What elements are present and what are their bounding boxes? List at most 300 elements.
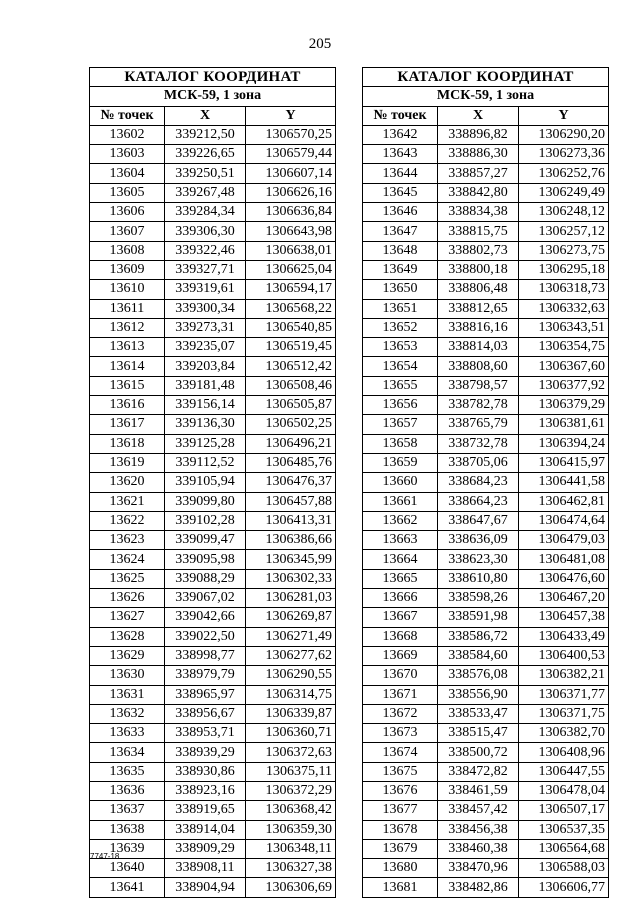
x-coordinate-cell: 338457,42	[438, 801, 519, 820]
x-coordinate-cell: 338956,67	[165, 704, 246, 723]
point-number-cell: 13610	[90, 280, 165, 299]
point-number-cell: 13642	[363, 125, 438, 144]
table-row	[90, 318, 336, 337]
x-coordinate-cell: 338919,65	[165, 801, 246, 820]
table-row	[90, 608, 336, 627]
y-coordinate-cell: 1306579,44	[246, 145, 336, 164]
x-coordinate-cell: 339226,65	[165, 145, 246, 164]
table-row	[363, 145, 609, 164]
table-row	[90, 415, 336, 434]
y-coordinate-cell: 1306290,20	[519, 125, 609, 144]
table-row	[90, 453, 336, 472]
point-number-cell: 13656	[363, 396, 438, 415]
y-coordinate-cell: 1306507,17	[519, 801, 609, 820]
point-number-cell: 13639	[90, 839, 165, 858]
table-row	[363, 569, 609, 588]
x-coordinate-cell: 339022,50	[165, 627, 246, 646]
x-coordinate-cell: 338684,23	[438, 473, 519, 492]
y-coordinate-cell: 1306636,84	[246, 203, 336, 222]
table-row	[90, 376, 336, 395]
point-number-cell: 13609	[90, 260, 165, 279]
x-coordinate-cell: 338800,18	[438, 260, 519, 279]
x-coordinate-cell: 338472,82	[438, 762, 519, 781]
y-coordinate-cell: 1306359,30	[246, 820, 336, 839]
table-row	[90, 299, 336, 318]
table-row	[363, 704, 609, 723]
point-number-cell: 13674	[363, 743, 438, 762]
y-coordinate-cell: 1306512,42	[246, 357, 336, 376]
table-row	[363, 511, 609, 530]
point-number-cell: 13603	[90, 145, 165, 164]
point-number-cell: 13645	[363, 183, 438, 202]
x-coordinate-cell: 338798,57	[438, 376, 519, 395]
table-row	[90, 203, 336, 222]
table-row	[363, 492, 609, 511]
point-number-cell: 13621	[90, 492, 165, 511]
x-coordinate-cell: 338939,29	[165, 743, 246, 762]
page-number: 205	[308, 36, 332, 52]
table-row	[90, 338, 336, 357]
y-coordinate-cell: 1306588,03	[519, 859, 609, 878]
y-coordinate-cell: 1306314,75	[246, 685, 336, 704]
point-number-cell: 13667	[363, 608, 438, 627]
y-coordinate-cell: 1306474,64	[519, 511, 609, 530]
x-coordinate-cell: 338647,67	[438, 511, 519, 530]
y-coordinate-cell: 1306360,71	[246, 724, 336, 743]
point-number-cell: 13607	[90, 222, 165, 241]
table-row	[90, 801, 336, 820]
point-number-cell: 13654	[363, 357, 438, 376]
y-coordinate-cell: 1306457,38	[519, 608, 609, 627]
y-coordinate-cell: 1306277,62	[246, 646, 336, 665]
point-number-cell: 13664	[363, 550, 438, 569]
point-number-cell: 13627	[90, 608, 165, 627]
table-row	[90, 646, 336, 665]
point-number-cell: 13647	[363, 222, 438, 241]
table-row	[363, 280, 609, 299]
x-coordinate-cell: 338482,86	[438, 878, 519, 897]
x-coordinate-cell: 338842,80	[438, 183, 519, 202]
x-coordinate-cell: 338461,59	[438, 781, 519, 800]
x-coordinate-cell: 339156,14	[165, 396, 246, 415]
y-coordinate-cell: 1306481,08	[519, 550, 609, 569]
y-coordinate-cell: 1306327,38	[246, 859, 336, 878]
point-number-cell: 13658	[363, 434, 438, 453]
point-number-cell: 13628	[90, 627, 165, 646]
x-coordinate-cell: 338584,60	[438, 646, 519, 665]
y-coordinate-cell: 1306372,63	[246, 743, 336, 762]
table-row	[90, 820, 336, 839]
x-coordinate-cell: 339322,46	[165, 241, 246, 260]
table-row	[90, 434, 336, 453]
y-coordinate-cell: 1306379,29	[519, 396, 609, 415]
table-row	[90, 260, 336, 279]
y-coordinate-cell: 1306290,55	[246, 666, 336, 685]
point-number-cell: 13620	[90, 473, 165, 492]
table-row	[363, 241, 609, 260]
x-coordinate-cell: 339042,66	[165, 608, 246, 627]
y-coordinate-cell: 1306400,53	[519, 646, 609, 665]
table-body	[90, 125, 336, 897]
column-header-point-number: № точек	[90, 106, 165, 125]
x-coordinate-cell: 339067,02	[165, 589, 246, 608]
y-coordinate-cell: 1306519,45	[246, 338, 336, 357]
table-row	[363, 820, 609, 839]
x-coordinate-cell: 339327,71	[165, 260, 246, 279]
point-number-cell: 13605	[90, 183, 165, 202]
x-coordinate-cell: 338909,29	[165, 839, 246, 858]
point-number-cell: 13608	[90, 241, 165, 260]
y-coordinate-cell: 1306643,98	[246, 222, 336, 241]
x-coordinate-cell: 339136,30	[165, 415, 246, 434]
point-number-cell: 13635	[90, 762, 165, 781]
point-number-cell: 13679	[363, 839, 438, 858]
catalog-title: КАТАЛОГ КООРДИНАТ	[90, 68, 336, 87]
point-number-cell: 13666	[363, 589, 438, 608]
y-coordinate-cell: 1306271,49	[246, 627, 336, 646]
table-row	[363, 222, 609, 241]
point-number-cell: 13663	[363, 531, 438, 550]
x-coordinate-cell: 339112,52	[165, 453, 246, 472]
column-header-y: Y	[519, 106, 609, 125]
x-coordinate-cell: 338586,72	[438, 627, 519, 646]
y-coordinate-cell: 1306332,63	[519, 299, 609, 318]
point-number-cell: 13672	[363, 704, 438, 723]
table-row	[363, 473, 609, 492]
y-coordinate-cell: 1306318,73	[519, 280, 609, 299]
point-number-cell: 13659	[363, 453, 438, 472]
x-coordinate-cell: 338598,26	[438, 589, 519, 608]
table-row	[90, 357, 336, 376]
column-header-point-number: № точек	[363, 106, 438, 125]
y-coordinate-cell: 1306345,99	[246, 550, 336, 569]
point-number-cell: 13630	[90, 666, 165, 685]
table-row	[363, 666, 609, 685]
x-coordinate-cell: 338765,79	[438, 415, 519, 434]
column-header-y: Y	[246, 106, 336, 125]
x-coordinate-cell: 339125,28	[165, 434, 246, 453]
point-number-cell: 13677	[363, 801, 438, 820]
x-coordinate-cell: 339267,48	[165, 183, 246, 202]
x-coordinate-cell: 338953,71	[165, 724, 246, 743]
point-number-cell: 13680	[363, 859, 438, 878]
point-number-cell: 13625	[90, 569, 165, 588]
table-row	[363, 203, 609, 222]
point-number-cell: 13648	[363, 241, 438, 260]
point-number-cell: 13629	[90, 646, 165, 665]
table-row	[363, 531, 609, 550]
y-coordinate-cell: 1306249,49	[519, 183, 609, 202]
y-coordinate-cell: 1306467,20	[519, 589, 609, 608]
point-number-cell: 13623	[90, 531, 165, 550]
x-coordinate-cell: 338610,80	[438, 569, 519, 588]
table-row	[363, 589, 609, 608]
table-row	[90, 704, 336, 723]
table-row	[363, 801, 609, 820]
y-coordinate-cell: 1306413,31	[246, 511, 336, 530]
table-row	[363, 260, 609, 279]
x-coordinate-cell: 338515,47	[438, 724, 519, 743]
y-coordinate-cell: 1306371,75	[519, 704, 609, 723]
y-coordinate-cell: 1306564,68	[519, 839, 609, 858]
table-row	[363, 415, 609, 434]
x-coordinate-cell: 339203,84	[165, 357, 246, 376]
table-row	[90, 839, 336, 858]
point-number-cell: 13616	[90, 396, 165, 415]
table-row	[90, 685, 336, 704]
x-coordinate-cell: 338556,90	[438, 685, 519, 704]
point-number-cell: 13641	[90, 878, 165, 897]
x-coordinate-cell: 338896,82	[438, 125, 519, 144]
point-number-cell: 13637	[90, 801, 165, 820]
point-number-cell: 13675	[363, 762, 438, 781]
y-coordinate-cell: 1306502,25	[246, 415, 336, 434]
table-row	[90, 280, 336, 299]
x-coordinate-cell: 338908,11	[165, 859, 246, 878]
table-row	[363, 125, 609, 144]
y-coordinate-cell: 1306252,76	[519, 164, 609, 183]
y-coordinate-cell: 1306306,69	[246, 878, 336, 897]
point-number-cell: 13619	[90, 453, 165, 472]
x-coordinate-cell: 339088,29	[165, 569, 246, 588]
x-coordinate-cell: 338965,97	[165, 685, 246, 704]
y-coordinate-cell: 1306354,75	[519, 338, 609, 357]
table-row	[363, 434, 609, 453]
point-number-cell: 13643	[363, 145, 438, 164]
table-row	[90, 396, 336, 415]
y-coordinate-cell: 1306606,77	[519, 878, 609, 897]
y-coordinate-cell: 1306447,55	[519, 762, 609, 781]
x-coordinate-cell: 338802,73	[438, 241, 519, 260]
table-row	[90, 145, 336, 164]
x-coordinate-cell: 338914,04	[165, 820, 246, 839]
point-number-cell: 13634	[90, 743, 165, 762]
y-coordinate-cell: 1306594,17	[246, 280, 336, 299]
y-coordinate-cell: 1306478,04	[519, 781, 609, 800]
x-coordinate-cell: 338998,77	[165, 646, 246, 665]
x-coordinate-cell: 338623,30	[438, 550, 519, 569]
x-coordinate-cell: 339102,28	[165, 511, 246, 530]
point-number-cell: 13651	[363, 299, 438, 318]
point-number-cell: 13660	[363, 473, 438, 492]
table-row	[363, 724, 609, 743]
table-row	[363, 453, 609, 472]
x-coordinate-cell: 339300,34	[165, 299, 246, 318]
coordinate-catalog-table-right	[362, 67, 609, 898]
point-number-cell: 13661	[363, 492, 438, 511]
table-row	[90, 724, 336, 743]
y-coordinate-cell: 1306540,85	[246, 318, 336, 337]
table-row	[90, 125, 336, 144]
table-row	[363, 839, 609, 858]
y-coordinate-cell: 1306485,76	[246, 453, 336, 472]
point-number-cell: 13615	[90, 376, 165, 395]
x-coordinate-cell: 338904,94	[165, 878, 246, 897]
point-number-cell: 13613	[90, 338, 165, 357]
y-coordinate-cell: 1306638,01	[246, 241, 336, 260]
x-coordinate-cell: 338456,38	[438, 820, 519, 839]
x-coordinate-cell: 339284,34	[165, 203, 246, 222]
y-coordinate-cell: 1306415,97	[519, 453, 609, 472]
table-row	[363, 878, 609, 897]
x-coordinate-cell: 339306,30	[165, 222, 246, 241]
x-coordinate-cell: 339099,80	[165, 492, 246, 511]
x-coordinate-cell: 338814,03	[438, 338, 519, 357]
point-number-cell: 13617	[90, 415, 165, 434]
point-number-cell: 13665	[363, 569, 438, 588]
x-coordinate-cell: 339319,61	[165, 280, 246, 299]
catalog-subtitle: МСК-59, 1 зона	[363, 87, 609, 106]
x-coordinate-cell: 338886,30	[438, 145, 519, 164]
x-coordinate-cell: 339212,50	[165, 125, 246, 144]
point-number-cell: 13626	[90, 589, 165, 608]
table-row	[363, 627, 609, 646]
point-number-cell: 13669	[363, 646, 438, 665]
x-coordinate-cell: 338500,72	[438, 743, 519, 762]
point-number-cell: 13644	[363, 164, 438, 183]
point-number-cell: 13646	[363, 203, 438, 222]
table-row	[90, 666, 336, 685]
table-row	[90, 627, 336, 646]
point-number-cell: 13678	[363, 820, 438, 839]
point-number-cell: 13606	[90, 203, 165, 222]
x-coordinate-cell: 338782,78	[438, 396, 519, 415]
table-row	[363, 762, 609, 781]
table-row	[90, 878, 336, 897]
table-row	[363, 299, 609, 318]
table-row	[90, 550, 336, 569]
y-coordinate-cell: 1306508,46	[246, 376, 336, 395]
y-coordinate-cell: 1306371,77	[519, 685, 609, 704]
table-body	[363, 125, 609, 897]
point-number-cell: 13632	[90, 704, 165, 723]
y-coordinate-cell: 1306257,12	[519, 222, 609, 241]
x-coordinate-cell: 338705,06	[438, 453, 519, 472]
x-coordinate-cell: 338664,23	[438, 492, 519, 511]
x-coordinate-cell: 338812,65	[438, 299, 519, 318]
point-number-cell: 13604	[90, 164, 165, 183]
x-coordinate-cell: 339099,47	[165, 531, 246, 550]
point-number-cell: 13653	[363, 338, 438, 357]
point-number-cell: 13636	[90, 781, 165, 800]
x-coordinate-cell: 338460,38	[438, 839, 519, 858]
point-number-cell: 13670	[363, 666, 438, 685]
table-row	[363, 859, 609, 878]
point-number-cell: 13618	[90, 434, 165, 453]
y-coordinate-cell: 1306394,24	[519, 434, 609, 453]
table-row	[90, 859, 336, 878]
point-number-cell: 13638	[90, 820, 165, 839]
y-coordinate-cell: 1306273,75	[519, 241, 609, 260]
point-number-cell: 13602	[90, 125, 165, 144]
table-row	[363, 396, 609, 415]
table-row	[90, 241, 336, 260]
y-coordinate-cell: 1306281,03	[246, 589, 336, 608]
x-coordinate-cell: 338806,48	[438, 280, 519, 299]
x-coordinate-cell: 339273,31	[165, 318, 246, 337]
x-coordinate-cell: 339250,51	[165, 164, 246, 183]
table-row	[363, 781, 609, 800]
point-number-cell: 13650	[363, 280, 438, 299]
point-number-cell: 13633	[90, 724, 165, 743]
y-coordinate-cell: 1306505,87	[246, 396, 336, 415]
table-row	[90, 511, 336, 530]
y-coordinate-cell: 1306408,96	[519, 743, 609, 762]
y-coordinate-cell: 1306476,60	[519, 569, 609, 588]
y-coordinate-cell: 1306462,81	[519, 492, 609, 511]
point-number-cell: 13655	[363, 376, 438, 395]
point-number-cell: 13622	[90, 511, 165, 530]
y-coordinate-cell: 1306382,70	[519, 724, 609, 743]
y-coordinate-cell: 1306537,35	[519, 820, 609, 839]
table-row	[90, 569, 336, 588]
y-coordinate-cell: 1306348,11	[246, 839, 336, 858]
point-number-cell: 13612	[90, 318, 165, 337]
x-coordinate-cell: 338533,47	[438, 704, 519, 723]
point-number-cell: 13676	[363, 781, 438, 800]
point-number-cell: 13681	[363, 878, 438, 897]
y-coordinate-cell: 1306375,11	[246, 762, 336, 781]
x-coordinate-cell: 339105,94	[165, 473, 246, 492]
y-coordinate-cell: 1306269,87	[246, 608, 336, 627]
point-number-cell: 13662	[363, 511, 438, 530]
y-coordinate-cell: 1306382,21	[519, 666, 609, 685]
table-row	[90, 589, 336, 608]
table-row	[90, 531, 336, 550]
y-coordinate-cell: 1306367,60	[519, 357, 609, 376]
x-coordinate-cell: 339235,07	[165, 338, 246, 357]
x-coordinate-cell: 338576,08	[438, 666, 519, 685]
table-row	[90, 183, 336, 202]
catalog-title: КАТАЛОГ КООРДИНАТ	[363, 68, 609, 87]
point-number-cell: 13657	[363, 415, 438, 434]
column-header-x: X	[438, 106, 519, 125]
table-row	[90, 781, 336, 800]
y-coordinate-cell: 1306570,25	[246, 125, 336, 144]
point-number-cell: 13640	[90, 859, 165, 878]
y-coordinate-cell: 1306479,03	[519, 531, 609, 550]
y-coordinate-cell: 1306441,58	[519, 473, 609, 492]
table-row	[363, 183, 609, 202]
point-number-cell: 13624	[90, 550, 165, 569]
y-coordinate-cell: 1306386,66	[246, 531, 336, 550]
x-coordinate-cell: 338808,60	[438, 357, 519, 376]
x-coordinate-cell: 338815,75	[438, 222, 519, 241]
table-row	[363, 646, 609, 665]
point-number-cell: 13614	[90, 357, 165, 376]
table-row	[90, 473, 336, 492]
x-coordinate-cell: 338979,79	[165, 666, 246, 685]
y-coordinate-cell: 1306368,42	[246, 801, 336, 820]
x-coordinate-cell: 338923,16	[165, 781, 246, 800]
y-coordinate-cell: 1306433,49	[519, 627, 609, 646]
table-row	[90, 164, 336, 183]
point-number-cell: 13611	[90, 299, 165, 318]
table-row	[363, 376, 609, 395]
x-coordinate-cell: 338636,09	[438, 531, 519, 550]
point-number-cell: 13652	[363, 318, 438, 337]
table-row	[363, 743, 609, 762]
x-coordinate-cell: 338732,78	[438, 434, 519, 453]
column-header-x: X	[165, 106, 246, 125]
table-row	[363, 318, 609, 337]
y-coordinate-cell: 1306476,37	[246, 473, 336, 492]
table-row	[90, 222, 336, 241]
x-coordinate-cell: 338930,86	[165, 762, 246, 781]
x-coordinate-cell: 339095,98	[165, 550, 246, 569]
y-coordinate-cell: 1306372,29	[246, 781, 336, 800]
table-row	[90, 743, 336, 762]
